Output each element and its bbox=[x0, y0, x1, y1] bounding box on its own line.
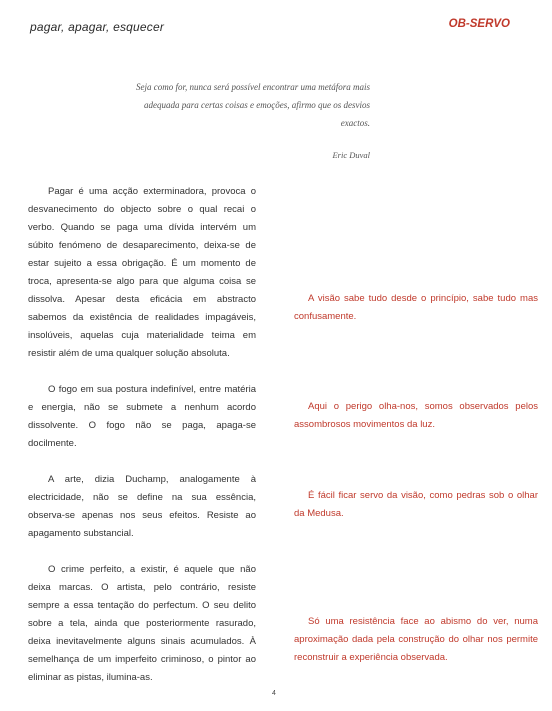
page-number: 4 bbox=[272, 690, 276, 697]
side-note: A visão sabe tudo desde o princípio, sabe tudo mas confusamente. bbox=[294, 293, 538, 322]
body-paragraph: Pagar é uma acção exterminadora, provoca o desvanecimento do objecto sobre o qual recai o verbo. Quando se paga uma dívida intervém um súbito fenómeno de desaparecimento, deixa-se de estar sujeito a essa obrigação. É um momento de troca, apresenta-se algo para que alguma coisa se dissolva. Apesar desta eficácia em abstracto sabemos da existência de realidades impagáveis, insolúveis, aquelas cuja materialidade teima em resistir além de uma qualquer solução absoluta. bbox=[28, 186, 256, 359]
body-paragraph: O crime perfeito, a existir, é aquele que não deixa marcas. O artista, pelo contrário, resiste sempre a essa tentação do perfectum. O seu delito sobre a tela, ainda que posteriormente rasurado, deixa inevitavelmente alguns sinais acumulados. À semelhança de um imperfeito criminoso, o pintor ao eliminar as pistas, ilumina-as. bbox=[28, 564, 256, 683]
epigraph-author: Eric Duval bbox=[332, 150, 370, 160]
epigraph-quote: Seja como for, nunca será possível encontrar uma metáfora mais adequada para certas coisas e emoções, afirmo que os desvios exactos. bbox=[136, 82, 370, 128]
body-paragraph: A arte, dizia Duchamp, analogamente à electricidade, não se define na sua essência, observa-se apenas nos seus efeitos. Resiste ao apagamento substancial. bbox=[28, 474, 256, 539]
section-label: OB-SERVO bbox=[448, 18, 510, 30]
body-column bbox=[28, 183, 256, 687]
page-title: pagar, apagar, esquecer bbox=[30, 20, 165, 34]
body-paragraph: O fogo em sua postura indefinível, entre matéria e energia, não se submete a nenhum acordo dissolvente. O fogo não se paga, apaga-se docilmente. bbox=[28, 384, 256, 449]
side-note: É fácil ficar servo da visão, como pedras sob o olhar da Medusa. bbox=[294, 490, 538, 519]
side-note: Só uma resistência face ao abismo do ver, numa aproximação dada pela construção do olhar nos permite reconstruir a experiência observada. bbox=[294, 616, 538, 663]
side-note: Aqui o perigo olha-nos, somos observados pelos assombrosos movimentos da luz. bbox=[294, 401, 538, 430]
